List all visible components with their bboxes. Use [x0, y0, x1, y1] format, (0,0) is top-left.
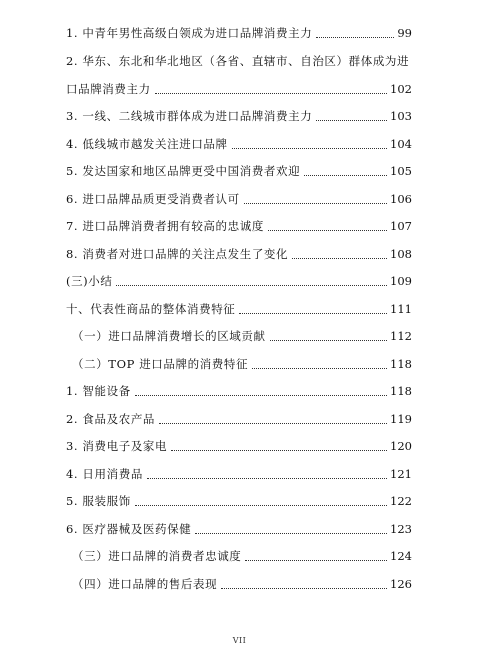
toc-entry-label: 5. 服装服饰 [66, 494, 131, 508]
dot-leader [159, 423, 387, 424]
toc-entry[interactable] [66, 382, 412, 400]
toc-entry-page: 99 [397, 26, 412, 40]
dot-leader [232, 148, 387, 149]
toc-entry-label: 4. 低线城市越发关注进口品牌 [66, 136, 228, 151]
toc-entry-page: 107 [390, 219, 412, 233]
dot-leader [244, 203, 387, 204]
toc-entry-label: (三)小结 [66, 274, 113, 288]
toc-entry-page: 105 [390, 164, 412, 178]
toc-entry-label: 8. 消费者对进口品牌的关注点发生了变化 [66, 246, 289, 261]
toc-entry[interactable] [66, 162, 412, 180]
toc-entry-label: 5. 发达国家和地区品牌更受中国消费者欢迎 [66, 164, 301, 178]
dot-leader [304, 175, 387, 176]
toc-entry[interactable] [66, 355, 412, 373]
toc-entry[interactable] [66, 575, 412, 593]
dot-leader [171, 450, 387, 451]
dot-leader [155, 93, 387, 94]
toc-entry[interactable] [66, 437, 412, 455]
toc-entry-page: 119 [390, 411, 412, 426]
toc-entry[interactable] [66, 520, 412, 538]
toc-entry[interactable] [66, 492, 412, 510]
toc-entry[interactable] [66, 190, 412, 208]
toc-entry[interactable] [66, 217, 412, 235]
page-number-footer: VII [232, 636, 247, 645]
dot-leader [221, 588, 387, 589]
toc-entry-page: 126 [390, 576, 412, 591]
toc-entry-label: 2. 食品及农产品 [66, 411, 156, 426]
toc-entry-page: 109 [390, 274, 412, 288]
toc-entry-label: 7. 进口品牌消费者拥有较高的忠诚度 [66, 219, 264, 233]
dot-leader [135, 395, 387, 396]
toc-entry[interactable] [66, 327, 412, 345]
toc-entry-page: 112 [390, 329, 412, 343]
toc-entry-label: 6. 医疗器械及医药保健 [66, 521, 192, 536]
toc-entry[interactable] [66, 547, 412, 565]
dot-leader [316, 120, 387, 121]
dot-leader [292, 258, 387, 259]
toc-entry-page: 123 [390, 521, 412, 536]
toc-entry[interactable] [66, 52, 412, 98]
toc-entry-label-line1: 2. 华东、东北和华北地区（各省、直辖市、自治区）群体成为进 [66, 53, 410, 68]
dot-leader [316, 37, 394, 38]
toc-entry[interactable] [66, 107, 412, 125]
toc-entry-page: 118 [390, 384, 412, 398]
toc-entry-label: （三）进口品牌的消费者忠诚度 [72, 549, 242, 563]
toc-entry[interactable] [66, 135, 412, 153]
toc-entry-label: 6. 进口品牌品质更受消费者认可 [66, 191, 240, 206]
toc-entry-page: 111 [390, 301, 412, 316]
dot-leader [147, 478, 387, 479]
table-of-contents [66, 24, 412, 602]
toc-entry-label: （一）进口品牌消费增长的区域贡献 [72, 329, 266, 343]
dot-leader [252, 368, 387, 369]
toc-entry-label: （四）进口品牌的售后表现 [72, 576, 218, 591]
dot-leader [245, 560, 387, 561]
dot-leader [195, 533, 387, 534]
toc-entry-label: 1. 智能设备 [66, 384, 131, 398]
toc-entry-page: 103 [390, 109, 412, 123]
toc-entry-page: 102 [390, 81, 412, 96]
toc-entry[interactable] [66, 272, 412, 290]
toc-entry-label: 十、代表性商品的整体消费特征 [66, 301, 236, 316]
toc-entry-label: 3. 消费电子及家电 [66, 439, 168, 453]
toc-entry-page: 118 [390, 356, 412, 371]
toc-entry-label: 口品牌消费主力 [66, 81, 151, 96]
dot-leader [135, 505, 387, 506]
toc-entry[interactable] [66, 410, 412, 428]
dot-leader [239, 313, 387, 314]
dot-leader [270, 340, 387, 341]
toc-entry-page: 104 [390, 136, 412, 151]
toc-entry-page: 122 [390, 494, 412, 508]
toc-entry-page: 121 [390, 466, 412, 481]
toc-entry-label: （二）TOP 进口品牌的消费特征 [72, 356, 249, 371]
toc-entry-label: 3. 一线、二线城市群体成为进口品牌消费主力 [66, 109, 313, 123]
toc-entry[interactable] [66, 245, 412, 263]
toc-entry-page: 120 [390, 439, 412, 453]
toc-entry[interactable] [66, 24, 412, 42]
toc-entry-label: 4. 日用消费品 [66, 466, 143, 481]
dot-leader [116, 285, 387, 286]
toc-entry[interactable] [66, 300, 412, 318]
toc-entry-page: 108 [390, 246, 412, 261]
toc-entry-page: 106 [390, 191, 412, 206]
dot-leader [268, 230, 387, 231]
toc-entry-label: 1. 中青年男性高级白领成为进口品牌消费主力 [66, 26, 313, 40]
toc-entry-page: 124 [390, 549, 412, 563]
toc-entry[interactable] [66, 465, 412, 483]
